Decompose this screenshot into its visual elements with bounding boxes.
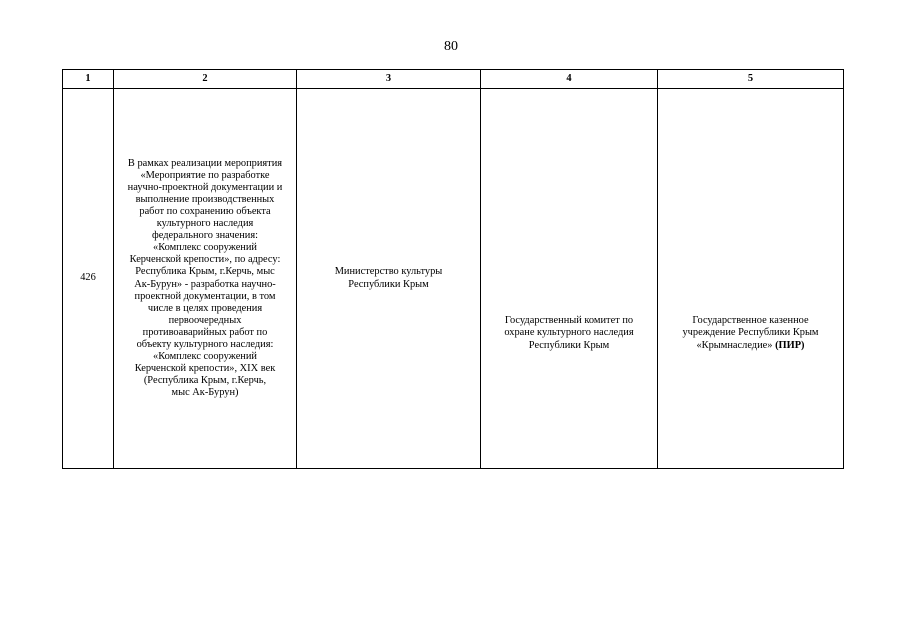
- pir-label: (ПИР): [775, 339, 805, 351]
- ministry-text: Министерство культуры Республики Крым: [334, 266, 443, 290]
- description-text: В рамках реализации мероприятия «Мероприятие по разработке научно-проектной документации и выполнение производственных работ по сохранению объекта культурного наследия федерального значения: «Комплекс сооружений Керченской крепости», по адресу: Республика Крым, г.Керчь, мыс Ак-Бурун» - разработка научно- проектной документации, в том числе в целях проведения первоочередных противоаварийных работ по объекту культурного наследия: «Комплекс сооружений Керченской крепости», XIX век (Республика Крым, г.Керчь, мыс Ак-Бурун): [127, 157, 283, 399]
- description-cell: [114, 89, 297, 469]
- institution-cell: [658, 89, 844, 469]
- page-number: 80: [444, 39, 458, 54]
- table-header-cell-2: 2: [114, 70, 297, 89]
- institution-text: Государственное казенное учреждение Республики Крым «Крымнаследие»: [682, 315, 819, 351]
- row-number: 426: [80, 272, 96, 284]
- table-header-cell-3: 3: [297, 70, 481, 89]
- row-number-cell: [63, 89, 114, 469]
- ministry-cell: [297, 89, 481, 469]
- table-header-cell-4: 4: [481, 70, 658, 89]
- committee-cell: [481, 89, 658, 469]
- document-table: [62, 69, 844, 469]
- committee-text: Государственный комитет по охране культурного наследия Республики Крым: [504, 315, 634, 351]
- table-header-cell-5: 5: [658, 70, 844, 89]
- table-header-row: [63, 70, 844, 89]
- table-row: [63, 89, 844, 469]
- table-header-cell-1: 1: [63, 70, 114, 89]
